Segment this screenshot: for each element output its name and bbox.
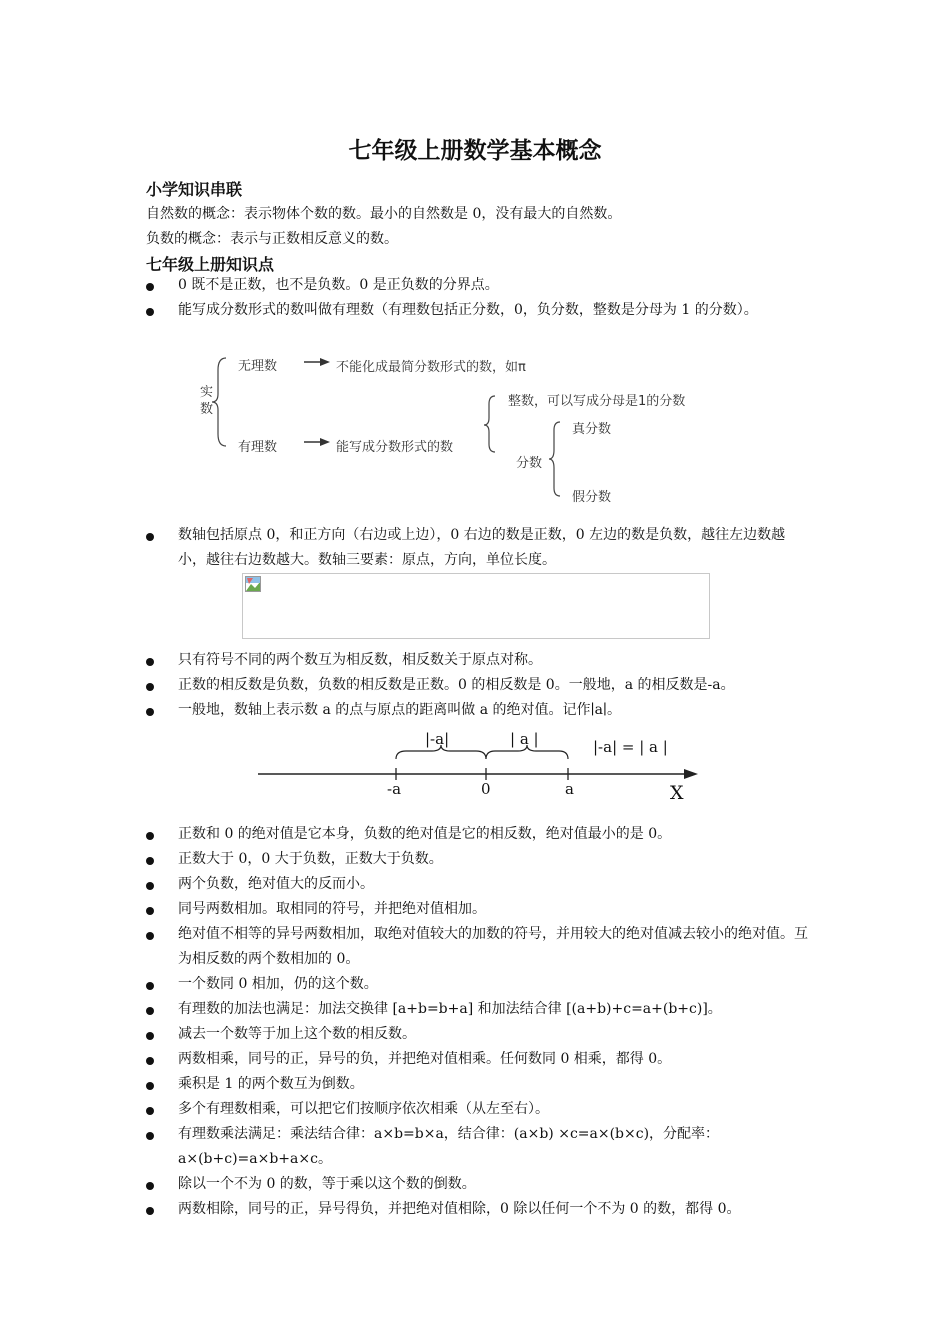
list-item: 能写成分数形式的数叫做有理数（有理数包括正分数，0，负分数，整数是分母为 1 的分数）。 bbox=[146, 298, 810, 323]
list-item: 多个有理数相乘，可以把它们按顺序依次相乘（从左至右）。 bbox=[146, 1097, 810, 1122]
tree-irrational-label: 无理数 bbox=[238, 359, 278, 374]
fraction-brace bbox=[549, 422, 560, 496]
bullet-icon bbox=[146, 882, 154, 890]
list-item: 有理数的加法也满足：加法交换律 [a+b=b+a] 和加法结合律 [(a+b)+c=a+(b+c)]。 bbox=[146, 997, 810, 1022]
abs-equation: |-a| = | a | bbox=[593, 738, 668, 756]
tree-improper-label: 假分数 bbox=[572, 490, 612, 505]
rational-brace bbox=[484, 396, 495, 452]
list-item: 一般地，数轴上表示数 a 的点与原点的距离叫做 a 的绝对值。记作∣a∣。 bbox=[146, 698, 810, 723]
list-item: 正数的相反数是负数，负数的相反数是正数。0 的相反数是 0。一般地，a 的相反数是-a。 bbox=[146, 673, 810, 698]
list-item: 正数大于 0，0 大于负数，正数大于负数。 bbox=[146, 847, 810, 872]
bullet-icon bbox=[146, 1057, 154, 1065]
list-item: 减去一个数等于加上这个数的相反数。 bbox=[146, 1022, 810, 1047]
list-item: 除以一个不为 0 的数，等于乘以这个数的倒数。 bbox=[146, 1172, 810, 1197]
list-item: 正数和 0 的绝对值是它本身，负数的绝对值是它的相反数，绝对值最小的是 0。 bbox=[146, 822, 810, 847]
list-item: 两个负数，绝对值大的反而小。 bbox=[146, 872, 810, 897]
list-item: 两数相除，同号的正，异号得负，并把绝对值相除，0 除以任何一个不为 0 的数，都得 0。 bbox=[146, 1197, 810, 1222]
bullet-icon bbox=[146, 857, 154, 865]
list-item: 有理数乘法满足：乘法结合律：a×b=b×a，结合律：(a×b) ×c=a×(b×c)，分配率：a×(b+c)=a×b+a×c。 bbox=[146, 1122, 810, 1172]
bullet-icon bbox=[146, 658, 154, 666]
bullet-icon bbox=[146, 533, 154, 541]
tree-proper-label: 真分数 bbox=[572, 422, 612, 437]
abs-neg-label: |-a| bbox=[425, 730, 450, 748]
list-item: 0 既不是正数，也不是负数。0 是正负数的分界点。 bbox=[146, 273, 810, 298]
bullet-icon bbox=[146, 1182, 154, 1190]
bullet-icon bbox=[146, 1007, 154, 1015]
bullet-icon bbox=[146, 1207, 154, 1215]
tree-fraction-label: 分数 bbox=[516, 456, 543, 471]
page-title: 七年级上册数学基本概念 bbox=[348, 138, 602, 164]
bullet-icon bbox=[146, 1132, 154, 1140]
list-item: 一个数同 0 相加，仍的这个数。 bbox=[146, 972, 810, 997]
list-item: 乘积是 1 的两个数互为倒数。 bbox=[146, 1072, 810, 1097]
tick-label-zero: 0 bbox=[481, 780, 491, 798]
tick-label-neg: -a bbox=[387, 780, 402, 798]
bullet-icon bbox=[146, 832, 154, 840]
broken-image-placeholder bbox=[242, 573, 710, 639]
list-item: 绝对值不相等的异号两数相加，取绝对值较大的加数的符号，并用较大的绝对值减去较小的绝对值。互为相反数的两个数相加的 0。 bbox=[146, 922, 810, 972]
list-item: 两数相乘，同号的正，异号的负，并把绝对值相乘。任何数同 0 相乘，都得 0。 bbox=[146, 1047, 810, 1072]
bullet-icon bbox=[146, 1082, 154, 1090]
tree-rational-label: 有理数 bbox=[238, 440, 278, 455]
abs-pos-label: | a | bbox=[510, 730, 539, 748]
bullet-icon bbox=[146, 932, 154, 940]
tree-root-label: 实数 bbox=[200, 385, 214, 417]
list-item: 数轴包括原点 0，和正方向（右边或上边），0 右边的数是正数，0 左边的数是负数，越往左边数越小，越往右边数越大。数轴三要素：原点，方向，单位长度。 bbox=[146, 523, 810, 573]
bullet-icon bbox=[146, 283, 154, 291]
natural-number-definition: 自然数的概念：表示物体个数的数。最小的自然数是 0，没有最大的自然数。 bbox=[146, 206, 622, 222]
arrowhead-rational bbox=[320, 438, 330, 446]
axis-label-x: X bbox=[670, 782, 684, 804]
tree-integer-label: 整数，可以写成分母是1的分数 bbox=[508, 394, 686, 409]
negative-number-definition: 负数的概念：表示与正数相反意义的数。 bbox=[146, 231, 398, 247]
bullet-icon bbox=[146, 1107, 154, 1115]
broken-image-icon bbox=[245, 576, 261, 592]
tree-irrational-desc: 不能化成最简分数形式的数，如π bbox=[336, 360, 526, 375]
bullet-icon bbox=[146, 982, 154, 990]
axis-arrowhead bbox=[684, 769, 698, 779]
tree-rational-desc: 能写成分数形式的数 bbox=[336, 440, 454, 455]
section-heading-grade7: 七年级上册知识点 bbox=[146, 255, 275, 274]
bullet-icon bbox=[146, 708, 154, 716]
bullet-icon bbox=[146, 683, 154, 691]
list-item: 同号两数相加。取相同的符号，并把绝对值相加。 bbox=[146, 897, 810, 922]
tick-label-pos: a bbox=[565, 780, 574, 798]
bullet-icon bbox=[146, 308, 154, 316]
bullet-icon bbox=[146, 1032, 154, 1040]
bullet-icon bbox=[146, 907, 154, 915]
section-heading-primary: 小学知识串联 bbox=[146, 180, 243, 199]
list-item: 只有符号不同的两个数互为相反数，相反数关于原点对称。 bbox=[146, 648, 810, 673]
arrowhead-irrational bbox=[320, 358, 330, 366]
